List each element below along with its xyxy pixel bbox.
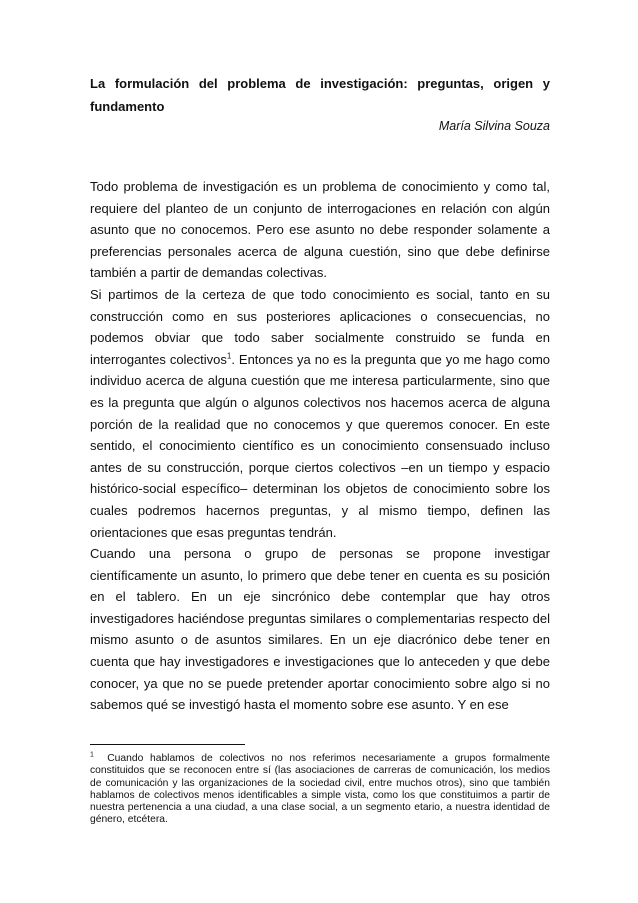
paragraph-text: . Entonces ya no es la pregunta que yo me hago como individuo acerca de alguna cuestión que me interesa particularmente, sino que es la pregunta que algún o algunos colectivos nos hacemos acerca de alguna porción de la realidad que no conocemos y que queremos conocer. En este sentido, el conocimiento científico es un conocimiento consensuado incluso antes de su construcción, porque ciertos colectivos –en un tiempo y espacio histórico-social específico– determinan los objetos de conocimiento sobre los cuales podremos hacernos preguntas, y al mismo tiempo, definen las orientaciones que esas preguntas tendrán. — [90, 351, 551, 540]
body-text — [90, 176, 550, 716]
footnote-text: Cuando hablamos de colectivos no nos referimos necesariamente a grupos formalmente constituidos que se reconocen entre sí (las asociaciones de carreras de comunicación, los medios de comunicación y las organizaciones de la sociedad civil, entre muchos otros), sino que también hablamos de colectivos menos identificables a simple vista, como los que constituimos a partir de nuestra pertenencia a una ciudad, a una clase social, a un segmento etario, a nuestra identidad de género, etcétera. — [90, 753, 550, 826]
footnote-separator — [90, 744, 245, 745]
paragraph — [90, 284, 550, 543]
paragraph-text: Cuando una persona o grupo de personas se propone investigar científicamente un asunto, lo primero que debe tener en cuenta es su posición en el tablero. En un eje sincrónico debe contemplar que hay otros investigadores haciéndose preguntas similares o complementarias respecto del mismo asunto o de asuntos similares. En un eje diacrónico debe tener en cuenta que hay investigadores e investigaciones que lo anteceden y que debe conocer, ya que no se puede pretender aportar conocimiento sobre algo si no sabemos qué se investigó hasta el momento sobre ese asunto. Y en ese — [90, 546, 550, 713]
document-title: La formulación del problema de investigación: preguntas, origen y fundamento — [90, 76, 550, 114]
paragraph — [90, 176, 550, 284]
paragraph-text: Si partimos de la certeza de que todo conocimiento es social, tanto en su construcción como en sus posteriores aplicaciones o consecuencias, no podemos obviar que todo saber socialmente construido se funda en interrogantes colectivos — [90, 286, 550, 367]
paragraph — [90, 543, 550, 716]
footnote — [90, 753, 550, 827]
footnote-reference[interactable]: 1 — [226, 351, 232, 361]
footnote-number: 1 — [90, 751, 94, 759]
paragraph-text: Todo problema de investigación es un problema de conocimiento y como tal, requiere del planteo de un conjunto de interrogaciones en relación con algún asunto que no conocemos. Pero ese asunto no debe responder solamente a preferencias personales acerca de alguna cuestión, sino que debe definirse también a partir de demandas colectivas. — [90, 179, 550, 281]
author-name: María Silvina Souza — [438, 119, 550, 133]
